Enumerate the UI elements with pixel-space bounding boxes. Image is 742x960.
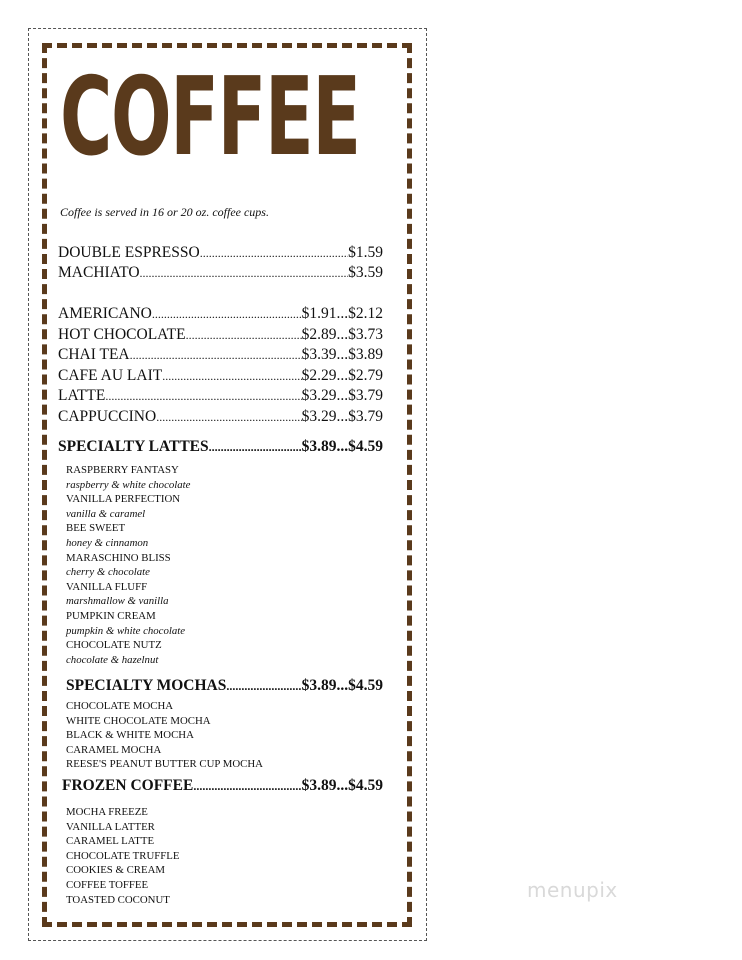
latte-desc: pumpkin & white chocolate [66,624,186,637]
frozen-name: COOKIES & CREAM [66,864,165,877]
section-price: $3.89...$4.59 [301,677,383,694]
dot-leader [209,440,302,455]
section-name: SPECIALTY MOCHAS [66,677,227,694]
menu-row [58,346,383,364]
dot-leader [200,246,348,261]
frozen-name: VANILLA LATTER [66,820,155,833]
menu-row [58,387,383,405]
mocha-name: CHOCOLATE MOCHA [66,700,174,712]
item-price: $3.29...$3.79 [301,387,383,404]
item-name: DOUBLE ESPRESSO [58,244,200,261]
latte-name: PUMPKIN CREAM [66,609,156,622]
item-price: $3.29...$3.79 [301,408,383,425]
menu-row [58,367,383,385]
dot-leader [140,266,349,281]
section-price: $3.89...$4.59 [301,777,383,794]
menu-row [58,408,383,426]
dot-leader [162,369,301,384]
latte-desc: cherry & chocolate [66,566,150,579]
specialty-mochas-list [66,699,263,772]
latte-desc: vanilla & caramel [66,507,146,520]
latte-name: VANILLA FLUFF [66,580,148,593]
item-price: $1.59 [348,244,383,261]
mocha-name: REESE'S PEANUT BUTTER CUP MOCHA [66,758,263,771]
section-heading-frozen-coffee [62,777,383,795]
dot-leader [130,348,302,363]
item-name: MACHIATO [58,264,140,281]
frozen-coffee-list [66,805,179,907]
menu-row [58,305,383,323]
frozen-name: CARAMEL LATTE [66,835,155,848]
specialty-lattes-list [66,463,190,667]
frozen-name: CHOCOLATE TRUFFLE [66,849,180,862]
section-name: FROZEN COFFEE [62,777,194,794]
menu-title: COFFEE [60,55,360,180]
mocha-name: BLACK & WHITE MOCHA [66,729,194,742]
latte-desc: honey & cinnamon [66,536,149,549]
section-name: SPECIALTY LATTES [58,438,209,455]
mocha-name: CARAMEL MOCHA [66,743,162,756]
dot-leader [156,410,301,425]
item-price: $3.39...$3.89 [301,346,383,363]
section-heading-specialty-mochas [66,677,383,695]
item-name: AMERICANO [58,305,152,322]
mocha-name: WHITE CHOCOLATE MOCHA [66,714,211,727]
section-heading-specialty-lattes [58,438,383,456]
item-name: CHAI TEA [58,346,130,363]
latte-name: BEE SWEET [66,522,126,535]
item-name: CAPPUCCINO [58,408,157,425]
latte-desc: chocolate & hazelnut [66,653,159,666]
dot-leader [226,679,301,694]
menu-row [58,264,383,282]
frozen-name: COFFEE TOFFEE [66,878,149,891]
latte-name: CHOCOLATE NUTZ [66,639,162,652]
latte-name: VANILLA PERFECTION [66,493,181,506]
latte-desc: marshmallow & vanilla [66,595,169,608]
latte-name: RASPBERRY FANTASY [66,464,179,476]
frozen-name: TOASTED COCONUT [66,893,170,906]
latte-desc: raspberry & white chocolate [66,478,191,491]
latte-name: MARASCHINO BLISS [66,551,171,564]
section-price: $3.89...$4.59 [301,438,383,455]
serving-note: Coffee is served in 16 or 20 oz. coffee cups. [60,205,269,219]
item-price: $2.29...$2.79 [301,367,383,384]
dot-leader [186,328,302,343]
item-price: $3.59 [348,264,383,281]
menu-row [58,326,383,344]
menu-row [58,244,383,262]
item-name: LATTE [58,387,106,404]
item-price: $1.91...$2.12 [301,305,383,322]
watermark-logo: menupix [527,878,618,902]
frozen-name: MOCHA FREEZE [66,806,148,818]
item-name: CAFE AU LAIT [58,367,163,384]
item-price: $2.89...$3.73 [301,326,383,343]
dot-leader [152,307,302,322]
dot-leader [105,389,301,404]
dot-leader [193,779,301,794]
item-name: HOT CHOCOLATE [58,326,186,343]
